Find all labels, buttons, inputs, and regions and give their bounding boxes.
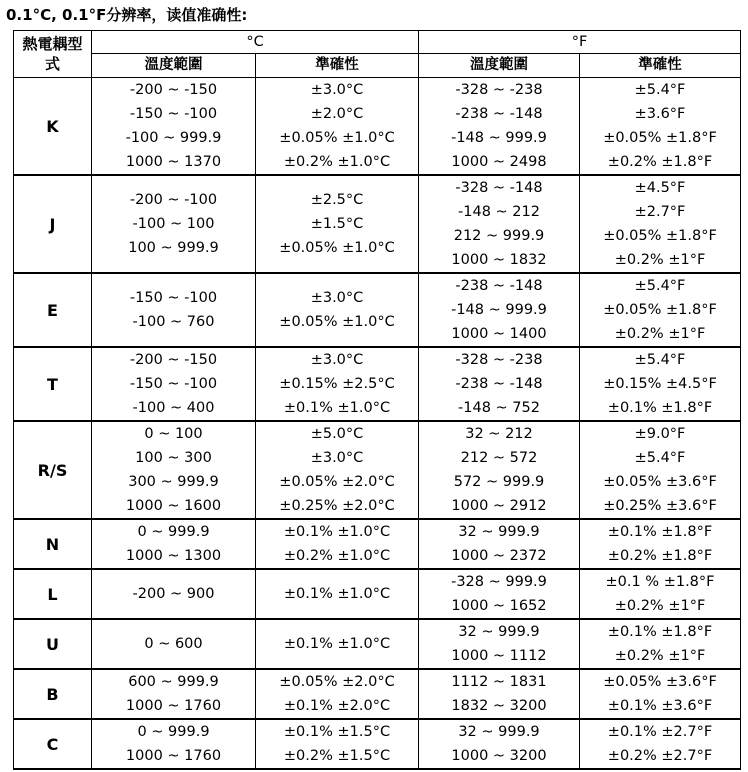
f-range-value: -328 ~ -148 bbox=[455, 180, 543, 196]
cell-f-accuracy bbox=[580, 619, 741, 669]
cell-f-accuracy bbox=[580, 569, 741, 619]
header-f-accuracy: 準確性 bbox=[580, 54, 741, 78]
cell-c-range bbox=[92, 669, 256, 719]
c-accuracy-value: ±0.1% ±1.0°C bbox=[283, 636, 391, 652]
header-c-range: 溫度範圍 bbox=[92, 54, 256, 78]
f-accuracy-value: ±2.7°F bbox=[634, 204, 686, 220]
c-accuracy-value: ±0.05% ±2.0°C bbox=[279, 474, 395, 490]
c-accuracy-value: ±0.1% ±1.0°C bbox=[283, 586, 391, 602]
cell-c-range bbox=[92, 619, 256, 669]
header-unit-celsius: °C bbox=[92, 31, 419, 54]
cell-c-range bbox=[92, 175, 256, 273]
c-range-value: 1000 ~ 1300 bbox=[125, 548, 222, 564]
c-accuracy-value: ±0.2% ±1.0°C bbox=[283, 548, 391, 564]
c-accuracy-value: ±1.5°C bbox=[310, 216, 364, 232]
f-range-value: 1112 ~ 1831 bbox=[451, 674, 547, 690]
c-accuracy-value: ±0.25% ±2.0°C bbox=[279, 498, 395, 514]
f-accuracy-value: ±0.1% ±1.8°F bbox=[607, 400, 713, 416]
c-range-value: 1000 ~ 1760 bbox=[125, 698, 222, 714]
c-accuracy-value: ±3.0°C bbox=[310, 82, 364, 98]
cell-c-range bbox=[92, 78, 256, 176]
f-accuracy-value: ±0.05% ±3.6°F bbox=[603, 674, 717, 690]
f-accuracy-value: ±0.1% ±1.8°F bbox=[607, 624, 713, 640]
f-accuracy-value: ±5.4°F bbox=[634, 352, 686, 368]
c-range-value: 300 ~ 999.9 bbox=[128, 474, 219, 490]
c-accuracy-value: ±0.1% ±1.0°C bbox=[283, 400, 391, 416]
cell-f-range bbox=[419, 719, 580, 769]
c-accuracy-value: ±0.15% ±2.5°C bbox=[279, 376, 395, 392]
page-title: 0.1°C, 0.1°F分辨率，读值准确性: bbox=[6, 6, 248, 24]
cell-f-accuracy bbox=[580, 175, 741, 273]
cell-f-accuracy bbox=[580, 78, 741, 176]
f-range-value: -328 ~ 999.9 bbox=[451, 574, 547, 590]
f-accuracy-value: ±0.1% ±1.8°F bbox=[607, 524, 713, 540]
c-range-value: -100 ~ 760 bbox=[132, 314, 215, 330]
f-accuracy-value: ±5.4°F bbox=[634, 450, 686, 466]
c-range-value: -200 ~ -150 bbox=[129, 352, 218, 368]
cell-f-range bbox=[419, 519, 580, 569]
c-range-value: 600 ~ 999.9 bbox=[128, 674, 219, 690]
cell-f-range bbox=[419, 421, 580, 519]
f-accuracy-value: ±0.2% ±2.7°F bbox=[607, 748, 713, 764]
f-accuracy-value: ±0.2% ±1.8°F bbox=[607, 548, 713, 564]
c-accuracy-value: ±3.0°C bbox=[310, 290, 364, 306]
cell-c-range bbox=[92, 519, 256, 569]
f-accuracy-value: ±0.2% ±1°F bbox=[614, 252, 706, 268]
table-row bbox=[14, 175, 741, 273]
c-range-value: -150 ~ -100 bbox=[129, 290, 218, 306]
f-range-value: 1000 ~ 2912 bbox=[451, 498, 547, 514]
table-row bbox=[14, 669, 741, 719]
c-range-value: -150 ~ -100 bbox=[129, 106, 218, 122]
header-type-line2: 式 bbox=[44, 55, 60, 73]
table-body bbox=[14, 78, 741, 770]
cell-c-accuracy bbox=[256, 719, 419, 769]
f-accuracy-value: ±0.05% ±1.8°F bbox=[603, 302, 717, 318]
f-accuracy-value: ±3.6°F bbox=[634, 106, 686, 122]
c-range-value: 1000 ~ 1600 bbox=[125, 498, 222, 514]
f-range-value: 1000 ~ 1112 bbox=[451, 648, 547, 664]
c-range-value: 0 ~ 100 bbox=[144, 426, 203, 442]
cell-f-accuracy bbox=[580, 421, 741, 519]
c-accuracy-value: ±0.05% ±1.0°C bbox=[279, 130, 395, 146]
f-accuracy-value: ±5.4°F bbox=[634, 278, 686, 294]
f-range-value: 1000 ~ 3200 bbox=[451, 748, 547, 764]
c-range-value: -100 ~ 100 bbox=[132, 216, 215, 232]
thermocouple-type: L bbox=[14, 569, 92, 619]
cell-f-accuracy bbox=[580, 719, 741, 769]
f-accuracy-value: ±0.2% ±1°F bbox=[614, 648, 706, 664]
c-accuracy-value: ±2.5°C bbox=[310, 192, 364, 208]
header-c-accuracy: 準確性 bbox=[256, 54, 419, 78]
cell-c-accuracy bbox=[256, 569, 419, 619]
f-range-value: -328 ~ -238 bbox=[455, 352, 543, 368]
cell-f-range bbox=[419, 347, 580, 421]
f-accuracy-value: ±0.2% ±1°F bbox=[614, 326, 706, 342]
c-range-value: 1000 ~ 1760 bbox=[125, 748, 222, 764]
cell-c-range bbox=[92, 421, 256, 519]
c-range-value: 100 ~ 999.9 bbox=[128, 240, 219, 256]
f-range-value: 572 ~ 999.9 bbox=[453, 474, 545, 490]
f-accuracy-value: ±0.15% ±4.5°F bbox=[603, 376, 717, 392]
c-range-value: 0 ~ 999.9 bbox=[137, 524, 210, 540]
cell-c-range bbox=[92, 569, 256, 619]
c-range-value: 100 ~ 300 bbox=[135, 450, 212, 466]
c-range-value: -200 ~ -100 bbox=[129, 192, 218, 208]
table-row bbox=[14, 619, 741, 669]
c-accuracy-value: ±2.0°C bbox=[310, 106, 364, 122]
f-accuracy-value: ±0.25% ±3.6°F bbox=[603, 498, 717, 514]
thermocouple-type: B bbox=[14, 669, 92, 719]
header-f-range: 溫度範圍 bbox=[419, 54, 580, 78]
cell-c-accuracy bbox=[256, 619, 419, 669]
f-accuracy-value: ±0.05% ±1.8°F bbox=[603, 228, 717, 244]
f-range-value: -148 ~ 752 bbox=[458, 400, 540, 416]
thermocouple-type: R/S bbox=[14, 421, 92, 519]
f-range-value: 212 ~ 999.9 bbox=[453, 228, 545, 244]
f-range-value: 1000 ~ 2372 bbox=[451, 548, 547, 564]
cell-f-range bbox=[419, 669, 580, 719]
cell-f-range bbox=[419, 175, 580, 273]
cell-f-range bbox=[419, 569, 580, 619]
c-range-value: 0 ~ 600 bbox=[144, 636, 203, 652]
f-accuracy-value: ±4.5°F bbox=[634, 180, 686, 196]
cell-c-accuracy bbox=[256, 78, 419, 176]
thermocouple-type: J bbox=[14, 175, 92, 273]
c-accuracy-value: ±0.05% ±1.0°C bbox=[279, 240, 395, 256]
f-accuracy-value: ±0.2% ±1°F bbox=[614, 598, 706, 614]
cell-f-accuracy bbox=[580, 347, 741, 421]
c-accuracy-value: ±0.1% ±1.0°C bbox=[283, 524, 391, 540]
c-accuracy-value: ±0.2% ±1.5°C bbox=[283, 748, 391, 764]
c-accuracy-value: ±3.0°C bbox=[310, 352, 364, 368]
f-range-value: -238 ~ -148 bbox=[455, 278, 543, 294]
cell-f-range bbox=[419, 619, 580, 669]
c-range-value: -200 ~ -150 bbox=[129, 82, 218, 98]
thermocouple-type: U bbox=[14, 619, 92, 669]
c-accuracy-value: ±0.2% ±1.0°C bbox=[283, 154, 391, 170]
table-row bbox=[14, 273, 741, 347]
c-accuracy-value: ±0.05% ±2.0°C bbox=[279, 674, 395, 690]
table-row bbox=[14, 569, 741, 619]
f-range-value: 32 ~ 212 bbox=[465, 426, 533, 442]
c-range-value: -150 ~ -100 bbox=[129, 376, 218, 392]
c-accuracy-value: ±3.0°C bbox=[310, 450, 364, 466]
f-accuracy-value: ±0.1% ±3.6°F bbox=[607, 698, 713, 714]
f-range-value: -148 ~ 212 bbox=[458, 204, 540, 220]
c-range-value: 0 ~ 999.9 bbox=[137, 724, 210, 740]
c-accuracy-value: ±0.1% ±2.0°C bbox=[283, 698, 391, 714]
cell-f-range bbox=[419, 273, 580, 347]
f-range-value: 1000 ~ 1400 bbox=[451, 326, 547, 342]
table-row bbox=[14, 421, 741, 519]
cell-f-accuracy bbox=[580, 519, 741, 569]
f-range-value: -148 ~ 999.9 bbox=[451, 302, 547, 318]
f-range-value: -238 ~ -148 bbox=[455, 376, 543, 392]
f-range-value: -148 ~ 999.9 bbox=[451, 130, 547, 146]
f-accuracy-value: ±0.1 % ±1.8°F bbox=[605, 574, 715, 590]
f-range-value: 32 ~ 999.9 bbox=[458, 724, 540, 740]
thermocouple-type: C bbox=[14, 719, 92, 769]
cell-c-accuracy bbox=[256, 421, 419, 519]
header-unit-fahrenheit: °F bbox=[419, 31, 741, 54]
table-row bbox=[14, 78, 741, 176]
header-type-line1: 熱電耦型 bbox=[22, 35, 83, 53]
f-accuracy-value: ±0.2% ±1.8°F bbox=[607, 154, 713, 170]
f-accuracy-value: ±0.05% ±1.8°F bbox=[603, 130, 717, 146]
cell-c-accuracy bbox=[256, 175, 419, 273]
cell-f-accuracy bbox=[580, 273, 741, 347]
cell-c-range bbox=[92, 719, 256, 769]
f-range-value: 32 ~ 999.9 bbox=[458, 624, 540, 640]
cell-c-range bbox=[92, 347, 256, 421]
c-accuracy-value: ±0.05% ±1.0°C bbox=[279, 314, 395, 330]
f-accuracy-value: ±9.0°F bbox=[634, 426, 686, 442]
f-accuracy-value: ±0.1% ±2.7°F bbox=[607, 724, 713, 740]
f-accuracy-value: ±0.05% ±3.6°F bbox=[603, 474, 717, 490]
cell-f-accuracy bbox=[580, 669, 741, 719]
f-range-value: 32 ~ 999.9 bbox=[458, 524, 540, 540]
c-range-value: -100 ~ 400 bbox=[132, 400, 215, 416]
cell-c-accuracy bbox=[256, 273, 419, 347]
c-accuracy-value: ±0.1% ±1.5°C bbox=[283, 724, 391, 740]
table-row bbox=[14, 347, 741, 421]
f-range-value: 1832 ~ 3200 bbox=[451, 698, 547, 714]
cell-c-accuracy bbox=[256, 669, 419, 719]
cell-c-accuracy bbox=[256, 519, 419, 569]
c-accuracy-value: ±5.0°C bbox=[310, 426, 364, 442]
thermocouple-type: N bbox=[14, 519, 92, 569]
c-range-value: -200 ~ 900 bbox=[132, 586, 215, 602]
f-range-value: 1000 ~ 2498 bbox=[451, 154, 547, 170]
table-row bbox=[14, 519, 741, 569]
f-accuracy-value: ±5.4°F bbox=[634, 82, 686, 98]
c-range-value: -100 ~ 999.9 bbox=[125, 130, 222, 146]
thermocouple-type: K bbox=[14, 78, 92, 176]
f-range-value: 1000 ~ 1652 bbox=[451, 598, 547, 614]
cell-f-range bbox=[419, 78, 580, 176]
f-range-value: -328 ~ -238 bbox=[455, 82, 543, 98]
c-range-value: 1000 ~ 1370 bbox=[125, 154, 222, 170]
f-range-value: 1000 ~ 1832 bbox=[451, 252, 547, 268]
thermocouple-type: T bbox=[14, 347, 92, 421]
accuracy-table bbox=[13, 30, 741, 770]
thermocouple-type: E bbox=[14, 273, 92, 347]
f-range-value: -238 ~ -148 bbox=[455, 106, 543, 122]
cell-c-accuracy bbox=[256, 347, 419, 421]
f-range-value: 212 ~ 572 bbox=[460, 450, 538, 466]
cell-c-range bbox=[92, 273, 256, 347]
header-thermocouple-type bbox=[14, 31, 92, 78]
table-row bbox=[14, 719, 741, 769]
